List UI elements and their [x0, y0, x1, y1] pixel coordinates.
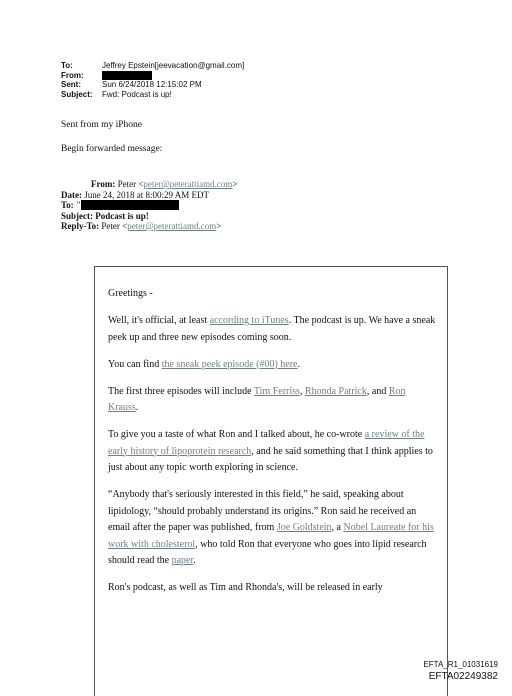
fw-subject-row — [61, 211, 237, 222]
paragraph-2 — [108, 357, 438, 374]
paragraph-6: Ron's podcast, as well as Tim and Rhonda's, will be released in early — [108, 582, 383, 593]
nobel-laureate-link[interactable]: Nobel Laureate for his work with cholesterol — [108, 522, 434, 550]
p2-text-a: You can find — [108, 358, 162, 370]
fw-subject-label: Subject: — [61, 210, 93, 221]
fw-replyto-email-link[interactable]: peter@peterattiamd.com — [127, 221, 217, 231]
rhonda-patrick-link[interactable]: Rhonda Patrick — [304, 385, 367, 397]
redaction-box — [81, 200, 179, 210]
itunes-link[interactable]: according to iTunes — [209, 315, 289, 326]
begin-forwarded-line: Begin forwarded message: — [61, 144, 163, 154]
sneak-peek-link[interactable]: the sneak peek episode (#00) here — [161, 358, 298, 370]
p4-text-a: To give you a taste of what Ron and I talked about, he co-wrote — [108, 429, 365, 440]
fw-from-label: From: — [91, 179, 116, 189]
lipoprotein-review-link[interactable]: a review of the early history of lipoprotein research — [108, 429, 425, 457]
fw-subject-value: Podcast is up! — [95, 210, 149, 221]
p3-end: . — [135, 402, 139, 413]
paragraph-3 — [108, 384, 438, 417]
forwarded-header — [61, 179, 237, 232]
fw-replyto-label: Reply-To: — [61, 221, 100, 231]
p3-sep: , — [299, 385, 305, 397]
p5-text-b: , a — [331, 522, 344, 533]
p3-and: , and — [366, 385, 389, 397]
fw-from-close: > — [232, 179, 238, 189]
paragraph-4 — [108, 427, 438, 477]
fw-to-row — [61, 200, 237, 211]
sent-from-line: Sent from my iPhone — [61, 120, 143, 130]
fw-replyto-name: Peter < — [101, 221, 128, 231]
footer-ref-1: EFTA_R1_01031619 — [423, 660, 498, 669]
fw-to-label: To: — [61, 200, 74, 210]
to-label: To: — [61, 61, 73, 70]
p3-text-a: The first three episodes will include — [108, 385, 254, 397]
p2-text-b: . — [297, 358, 300, 370]
p5-text-d: . — [193, 555, 196, 566]
p4-text-b: , and he said something that I think applies to just about any topic worth exploring in science. — [108, 445, 433, 473]
fw-replyto-row — [61, 221, 237, 232]
from-label: From: — [61, 70, 84, 80]
subject-label: Subject: — [61, 89, 93, 99]
fw-date-value: June 24, 2018 at 8:00:29 AM EDT — [84, 189, 209, 200]
fw-date-label: Date: — [61, 189, 82, 200]
header-subject-row — [61, 90, 244, 100]
paper-link[interactable]: paper — [171, 555, 194, 566]
tim-ferriss-link[interactable]: Tim Ferriss — [253, 385, 300, 397]
sent-label: Sent: — [61, 80, 81, 89]
p1-text-a: Well, it's official, at least — [108, 315, 210, 326]
joe-goldstein-link[interactable]: Joe Goldstein — [276, 522, 332, 533]
fw-from-name: Peter < — [117, 179, 144, 189]
fw-from-email-link[interactable]: peter@peterattiamd.com — [143, 179, 233, 189]
fw-to-partial: " — [76, 200, 81, 210]
redaction-box — [102, 71, 152, 80]
p5-text-a: “Anybody that's seriously interested in this field,” he said, speaking about lipidology, “should probably understand its origins.” Ron said he received an email after the paper was published, from — [108, 489, 417, 533]
greeting: Greetings - — [108, 288, 153, 299]
ron-krauss-link[interactable]: Ron Krauss — [108, 385, 406, 413]
header-sent-row — [61, 80, 244, 90]
p1-text-b: . The podcast is up. We have a sneak peek up and three new episodes coming soon. — [108, 315, 436, 343]
subject-value: Fwd: Podcast is up! — [102, 89, 172, 99]
paragraph-5 — [108, 487, 438, 570]
header-to-row — [61, 61, 244, 71]
footer-ref-2: EFTA02249382 — [428, 671, 498, 682]
fw-replyto-close: > — [216, 221, 222, 231]
header-from-row — [61, 71, 244, 81]
paragraph-1 — [108, 313, 438, 346]
p5-text-c: , who told Ron that everyone who goes into lipid research should read the — [108, 538, 427, 566]
message-body — [108, 286, 438, 607]
email-header — [61, 61, 244, 99]
fw-date-row — [61, 190, 237, 201]
fw-from-row — [61, 179, 237, 190]
sent-value: Sun 6/24/2018 12:15:02 PM — [102, 80, 202, 89]
to-value: Jeffrey Epstein[jeevacation@gmail.com] — [102, 61, 245, 70]
